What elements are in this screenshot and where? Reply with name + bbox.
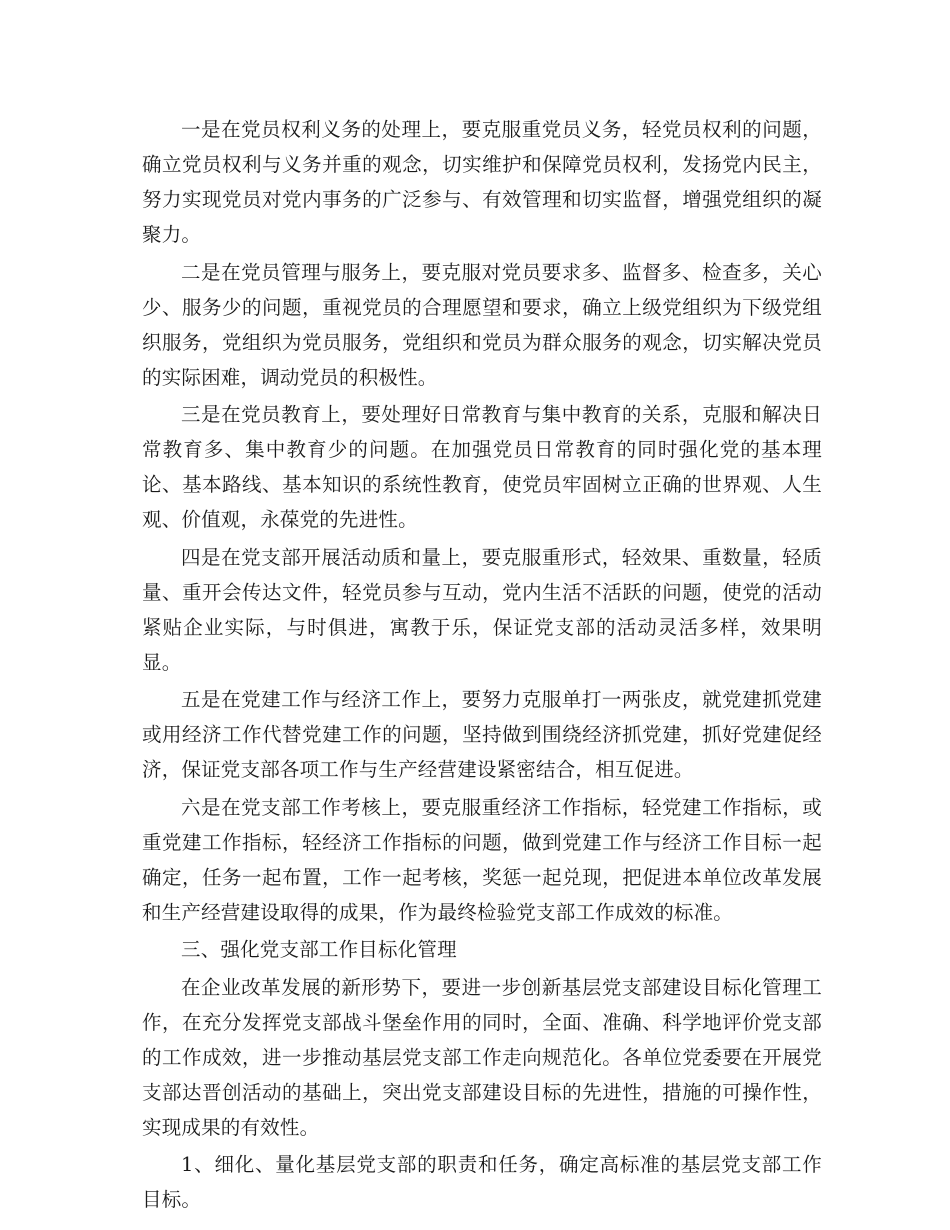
paragraph-member-education: 三是在党员教育上，要处理好日常教育与集中教育的关系，克服和解决日常教育多、集中教育少的问题。在加强党员日常教育的同时强化党的基本理论、基本路线、基本知识的系统性教育，使党员牢固树立正确的世界观、人生观、价值观，永葆党的先进性。 — [142, 403, 822, 531]
paragraph-rights-duties: 一是在党员权利义务的处理上，要克服重党员义务，轻党员权利的问题，确立党员权利与义务并重的观念，切实维护和保障党员权利，发扬党内民主，努力实现党员对党内事务的广泛参与、有效管理和切实监督，增强党组织的凝聚力。 — [142, 118, 822, 246]
paragraph-target-management: 在企业改革发展的新形势下，要进一步创新基层党支部建设目标化管理工作，在充分发挥党支部战斗堡垒作用的同时，全面、准确、科学地评价党支部的工作成效，进一步推动基层党支部工作走向规范化。各单位党委要在开展党支部达晋创活动的基础上，突出党支部建设目标的先进性，措施的可操作性，实现成果的有效性。 — [142, 975, 822, 1139]
paragraph-party-economic-work: 五是在党建工作与经济工作上，要努力克服单打一两张皮，就党建抓党建或用经济工作代替党建工作的问题，坚持做到围绕经济抓党建，抓好党建促经济，保证党支部各项工作与生产经营建设紧密结合，相互促进。 — [142, 688, 822, 781]
paragraph-branch-assessment: 六是在党支部工作考核上，要克服重经济工作指标，轻党建工作指标，或重党建工作指标，轻经济工作指标的问题，做到党建工作与经济工作目标一起确定，任务一起布置，工作一起考核，奖惩一起兑现，把促进本单位改革发展和生产经营建设取得的成果，作为最终检验党支部工作成效的标准。 — [142, 795, 822, 924]
paragraph-management-service: 二是在党员管理与服务上，要克服对党员要求多、监督多、检查多，关心少、服务少的问题，重视党员的合理愿望和要求，确立上级党组织为下级党组织服务，党组织为党员服务，党组织和党员为群众服务的观念，切实解决党员的实际困难，调动党员的积极性。 — [142, 260, 822, 389]
sub-item-1: 1、细化、量化基层党支部的职责和任务，确定高标准的基层党支部工作目标。 — [142, 1153, 822, 1211]
paragraph-branch-activities: 四是在党支部开展活动质和量上，要克服重形式，轻效果、重数量，轻质量、重开会传达文件，轻党员参与互动，党内生活不活跃的问题，使党的活动紧贴企业实际，与时俱进，寓教于乐，保证党支部的活动灵活多样，效果明显。 — [142, 545, 822, 674]
document-body — [142, 112, 822, 1220]
section-heading: 三、强化党支部工作目标化管理 — [181, 938, 457, 961]
